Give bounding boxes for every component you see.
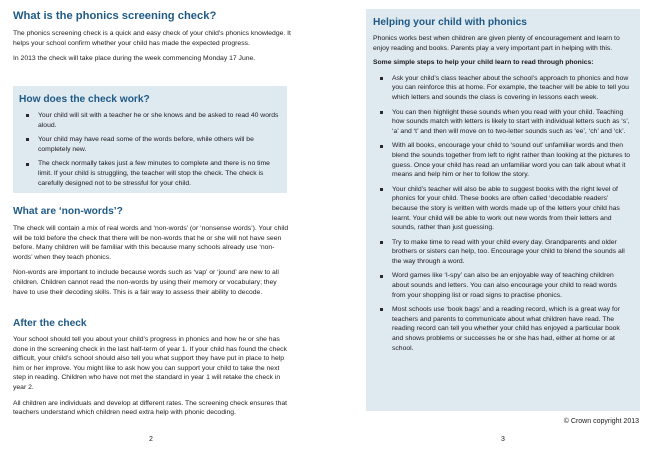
list-item: With all books, encourage your child to ‘sound out’ unfamiliar words and then blend the sounds together from left to right rather than looking at the pictures to guess. Once your child has read an unfamiliar word you can talk about what it means and help him or her to follow the story. [373,141,632,179]
page-title: What is the phonics screening check? [13,10,217,22]
check-info-box [13,86,287,193]
check-list [19,111,279,188]
check-box-title: How does the check work? [19,94,150,105]
after-check-paragraph-1: Your school should tell you about your child’s progress in phonics and how he or she has done in the screening check in the last half-term of year 1. If your child has found the check difficult, your child’s school should also tell you what support they have put in place to help him or her improve. You might like to ask how you can support your child to take the next step in reading. Children who have not met the standard in year 1 will retake the check in year 2. [13,336,287,391]
helping-box [366,9,640,411]
nonwords-title: What are ‘non-words’? [13,206,123,217]
right-page [360,0,660,457]
copyright-notice: © Crown copyright 2013 [563,418,639,425]
helping-intro: Phonics works best when children are given plenty of encouragement and learn to enjoy reading and books. Parents play a very important part in helping with this. [373,35,620,52]
list-item: Try to make time to read with your child every day. Grandparents and older brothers or sisters can help, too. Encourage your child to blend the sounds all the way through a word. [373,238,632,267]
after-check-paragraph-2: All children are individuals and develop at different rates. The screening check ensures that teachers understand which children need extra help with phonic decoding. [13,399,288,417]
steps-list [373,74,632,353]
list-item: Your child’s teacher will also be able to suggest books with the right level of phonics for your child. These books are often called ‘decodable readers’ because the story is written with words made up of the letters your child has learnt. Your child will be able to work out new words from their letters and sounds, rather than just guessing. [373,185,632,233]
page-number: 2 [149,436,153,443]
list-item: Your child may have read some of the words before, while others will be completely new. [19,135,279,154]
list-item: Your child will sit with a teacher he or she knows and be asked to read 40 words aloud. [19,111,279,130]
page-number: 3 [501,436,505,443]
list-item: The check normally takes just a few minutes to complete and there is no time limit. If your child is struggling, the teacher will stop the check. The check is carefully designed not to be stressful for your child. [19,159,279,188]
list-item: Word games like ‘I-spy’ can also be an enjoyable way of teaching children about sounds and letters. You can also encourage your child to read words from your shopping list or road signs to practise phonics. [373,271,632,300]
nonwords-paragraph-1: The check will contain a mix of real words and ‘non-words’ (or ‘nonsense words’). Your child will be told before the check that there will be non-words that he or she will not have seen before. Many children will be familiar with this because many schools already use ‘non-words’ when they teach phonics. [13,225,289,261]
nonwords-paragraph-2: Non-words are important to include because words such as ‘vap’ or ‘jound’ are new to all children. Children cannot read the non-words by using their memory or vocabulary; they have to use their decoding skills. This is a fair way to assess their ability to decode. [13,269,279,296]
left-page [0,0,300,457]
intro-paragraph-2: In 2013 the check will take place during the week commencing Monday 17 June. [13,55,256,63]
list-item: You can then highlight these sounds when you read with your child. Teaching how sounds match with letters is likely to start with individual letters such as ‘s’, ‘a’ and ‘t’ and then will move on to two-letter sounds such as ‘ee’, ‘ch’ and ‘ck’. [373,108,632,137]
list-item: Most schools use ‘book bags’ and a reading record, which is a great way for teachers and parents to communicate about what children have read. The reading record can tell you whether your child has enjoyed a particular book and shows problems or successes he or she has had, either at home or at school. [373,305,632,353]
helping-title: Helping your child with phonics [373,17,527,28]
steps-heading: Some simple steps to help your child learn to read through phonics: [373,59,594,67]
intro-section [13,29,293,64]
nonwords-section [13,206,293,297]
after-check-section [13,318,293,418]
list-item: Ask your child’s class teacher about the school’s approach to phonics and how you can reinforce this at home. For example, the teacher will be able to tell you which letters and sounds the class is covering in lessons each week. [373,74,632,103]
after-check-title: After the check [13,318,87,329]
intro-paragraph-1: The phonics screening check is a quick and easy check of your child’s phonics knowledge. It helps your school confirm whether your child has made the expected progress. [13,30,291,47]
